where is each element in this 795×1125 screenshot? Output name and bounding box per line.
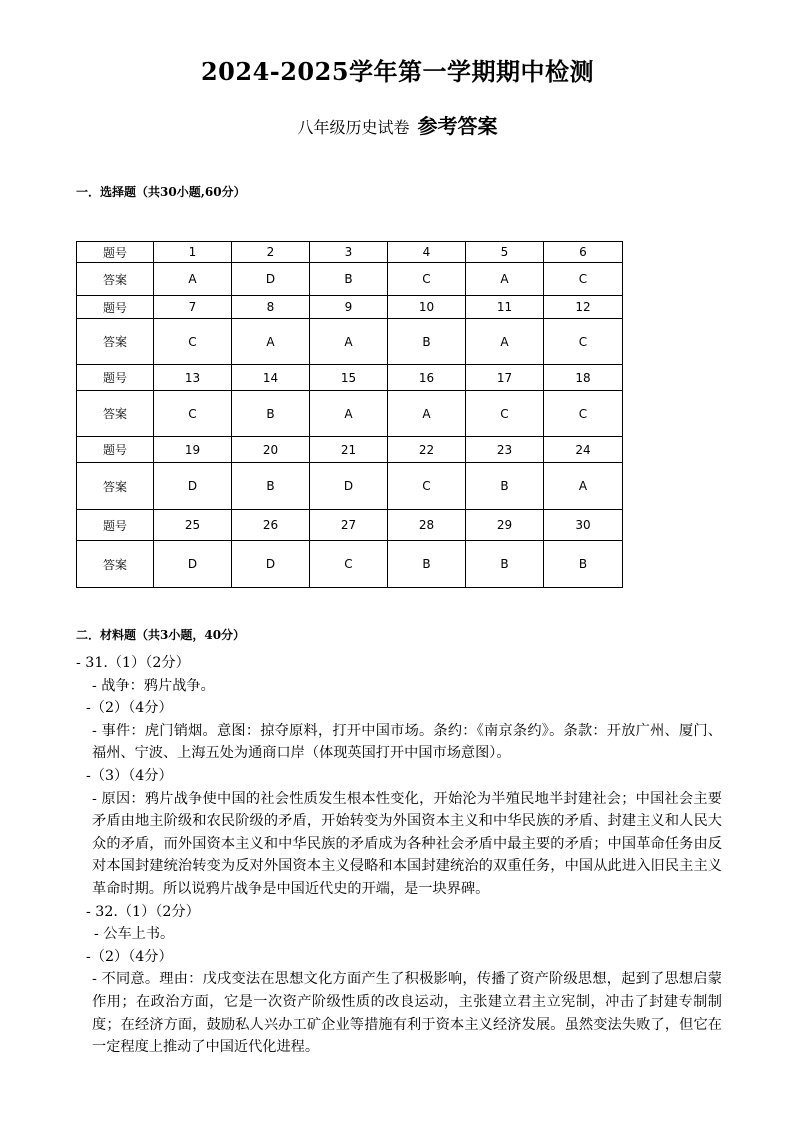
row-label: 题号	[77, 437, 154, 463]
answer-cell: C	[154, 319, 232, 365]
answer-cell: B	[232, 391, 310, 437]
question-number-cell: 19	[154, 437, 232, 463]
answer-cell: D	[154, 463, 232, 510]
row-label: 答案	[77, 463, 154, 510]
answer-cell: C	[388, 263, 466, 296]
section2-answers	[76, 652, 722, 1059]
question-number-cell: 24	[544, 437, 623, 463]
question-number-cell: 14	[232, 365, 310, 391]
answer-cell: A	[310, 319, 388, 365]
question-number-cell: 17	[466, 365, 544, 391]
answer-cell: B	[466, 463, 544, 510]
answer-cell: A	[388, 391, 466, 437]
section2-heading: 二．材料题（共3小题，40分）	[76, 628, 246, 642]
question-number-row	[77, 242, 623, 263]
row-label: 答案	[77, 263, 154, 296]
answer-row	[77, 541, 623, 588]
answer-paragraph: - 不同意。理由：戊戌变法在思想文化方面产生了积极影响，传播了资产阶级思想，起到了思想启蒙作用；在政治方面，它是一次资产阶级性质的改良运动，主张建立君主立宪制，冲击了封建专制制度；在经济方面，鼓励私人兴办工矿企业等措施有利于资本主义经济发展。虽然变法失败了，但它在一定程度上推动了中国近代化进程。	[92, 971, 722, 1056]
question-number-cell: 12	[544, 296, 623, 319]
question-number-cell: 20	[232, 437, 310, 463]
question-number-cell: 13	[154, 365, 232, 391]
question-number-cell: 25	[154, 510, 232, 541]
document-subtitle	[0, 110, 795, 139]
question-number-cell: 8	[232, 296, 310, 319]
answer-line: -（3）（4分）	[86, 767, 173, 784]
answer-cell: C	[544, 263, 623, 296]
row-label: 题号	[77, 296, 154, 319]
answer-cell: D	[232, 541, 310, 588]
answer-line: - 公车上书。	[94, 926, 175, 943]
question-number-cell: 1	[154, 242, 232, 263]
answer-cell: B	[310, 263, 388, 296]
question-number-cell: 21	[310, 437, 388, 463]
question-number-cell: 3	[310, 242, 388, 263]
question-number-row	[77, 437, 623, 463]
subtitle-text: 八年级历史试卷	[297, 118, 410, 137]
answer-cell: B	[544, 541, 623, 588]
question-number-cell: 15	[310, 365, 388, 391]
question-number-cell: 6	[544, 242, 623, 263]
question-number-cell: 11	[466, 296, 544, 319]
answer-paragraph: - 原因：鸦片战争使中国的社会性质发生根本性变化，开始沦为半殖民地半封建社会；中国社会主要矛盾由地主阶级和农民阶级的矛盾，开始转变为外国资本主义和中华民族的矛盾、封建主义和人民大众的矛盾，而外国资本主义和中华民族的矛盾成为各种社会矛盾中最主要的矛盾；中国革命任务由反对本国封建统治转变为反对外国资本主义侵略和本国封建统治的双重任务，中国从此进入旧民主主义革命时期。所以说鸦片战争是中国近代史的开端，是一块界碑。	[92, 790, 722, 897]
question-number-cell: 28	[388, 510, 466, 541]
answer-cell: A	[154, 263, 232, 296]
answer-cell: C	[544, 391, 623, 437]
row-label: 题号	[77, 242, 154, 263]
answer-cell: B	[388, 541, 466, 588]
answer-cell: D	[232, 263, 310, 296]
question-number-cell: 26	[232, 510, 310, 541]
answer-line: - 31.（1）（2分）	[76, 655, 190, 671]
answer-line: - 战争：鸦片战争。	[92, 677, 215, 694]
answer-row	[77, 463, 623, 510]
row-label: 答案	[77, 391, 154, 437]
answer-cell: C	[466, 391, 544, 437]
question-number-cell: 27	[310, 510, 388, 541]
answer-cell: A	[310, 391, 388, 437]
question-number-cell: 29	[466, 510, 544, 541]
row-label: 答案	[77, 319, 154, 365]
answer-cell: C	[154, 391, 232, 437]
answer-line: -（2）（4分）	[86, 948, 173, 965]
answer-cell: A	[232, 319, 310, 365]
question-number-cell: 4	[388, 242, 466, 263]
question-number-cell: 2	[232, 242, 310, 263]
answer-line: - 32.（1）（2分）	[86, 903, 200, 920]
answer-table	[76, 241, 623, 588]
row-label: 题号	[77, 510, 154, 541]
answer-cell: B	[388, 319, 466, 365]
row-label: 答案	[77, 541, 154, 588]
row-label: 题号	[77, 365, 154, 391]
subtitle-emphasis: 参考答案	[417, 114, 498, 138]
answer-cell: A	[466, 319, 544, 365]
question-number-cell: 30	[544, 510, 623, 541]
answer-cell: A	[466, 263, 544, 296]
question-number-cell: 16	[388, 365, 466, 391]
question-number-cell: 9	[310, 296, 388, 319]
question-number-row	[77, 296, 623, 319]
section1-heading: 一．选择题（共30小题,60分）	[76, 185, 246, 199]
answer-cell: C	[388, 463, 466, 510]
answer-row	[77, 319, 623, 365]
answer-cell: D	[154, 541, 232, 588]
answer-cell: B	[232, 463, 310, 510]
answer-row	[77, 263, 623, 296]
question-number-cell: 18	[544, 365, 623, 391]
answer-paragraph: - 事件：虎门销烟。意图：掠夺原料，打开中国市场。条约：《南京条约》。条款：开放广州、厦门、福州、宁波、上海五处为通商口岸（体现英国打开中国市场意图）。	[92, 722, 722, 762]
question-number-cell: 5	[466, 242, 544, 263]
answer-cell: B	[466, 541, 544, 588]
question-number-cell: 22	[388, 437, 466, 463]
question-number-row	[77, 365, 623, 391]
answer-cell: C	[310, 541, 388, 588]
answer-cell: A	[544, 463, 623, 510]
answer-row	[77, 391, 623, 437]
question-number-cell: 7	[154, 296, 232, 319]
answer-line: -（2）（4分）	[86, 700, 173, 717]
answer-cell: D	[310, 463, 388, 510]
question-number-cell: 10	[388, 296, 466, 319]
document-title: 2024-2025学年第一学期期中检测	[200, 57, 595, 86]
answer-cell: C	[544, 319, 623, 365]
question-number-row	[77, 510, 623, 541]
question-number-cell: 23	[466, 437, 544, 463]
